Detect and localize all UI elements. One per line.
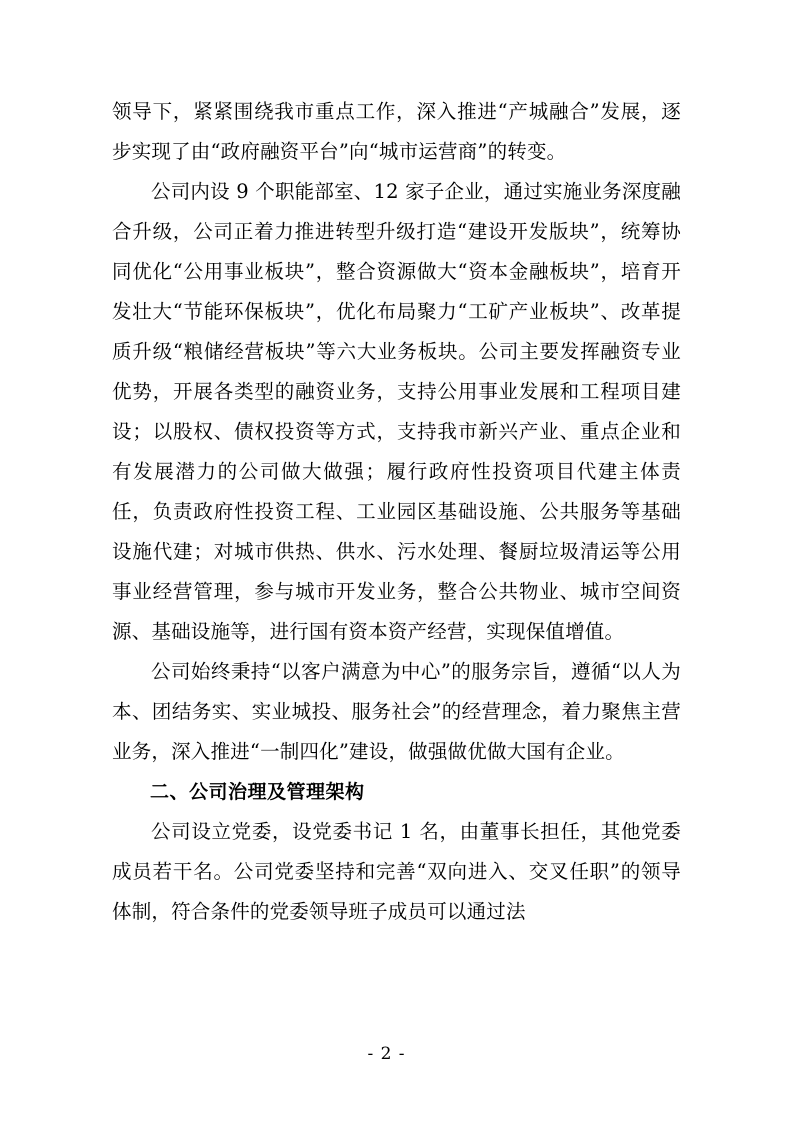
paragraph-company-structure: 公司内设 9 个职能部室、12 家子企业，通过实施业务深度融合升级，公司正着力推进转型升级打造“建设开发版块”，统筹协同优化“公用事业板块”，整合资源做大“资本金融板块”，培育开发壮大“节能环保板块”，优化布局聚力“工矿产业板块”、改革提质升级“粮储经营板块”等六大业务板块。公司主要发挥融资专业优势，开展各类型的融资业务，支持公用事业发展和工程项目建设；以股权、债权投资等方式，支持我市新兴产业、重点企业和有发展潜力的公司做大做强；履行政府性投资项目代建主体责任，负责政府性投资工程、工业园区基础设施、公共服务等基础设施代建；对城市供热、供水、污水处理、餐厨垃圾清运等公用事业经营管理，参与城市开发业务，整合公共物业、城市空间资源、基础设施等，进行国有资本资产经营，实现保值增值。	[112, 180, 681, 643]
page-number-footer	[0, 1044, 793, 1064]
section-heading-governance: 二、公司治理及管理架构	[150, 781, 365, 803]
paragraph-party-committee: 公司设立党委，设党委书记 1 名，由董事长担任，其他党委成员若干名。公司党委坚持和完善“双向进入、交叉任职”的领导体制，符合条件的党委领导班子成员可以通过法	[112, 820, 681, 923]
document-body	[112, 92, 681, 932]
page-number-text: - 2 -	[367, 1044, 406, 1064]
paragraph-company-philosophy: 公司始终秉持“以客户满意为中心”的服务宗旨，遵循“以人为本、团结务实、实业城投、服务社会”的经营理念，着力聚焦主营业务，深入推进“一制四化”建设，做强做优做大国有企业。	[112, 660, 681, 763]
paragraph-continuation: 领导下，紧紧围绕我市重点工作，深入推进“产城融合”发展，逐步实现了由“政府融资平台”向“城市运营商”的转变。	[112, 100, 681, 163]
